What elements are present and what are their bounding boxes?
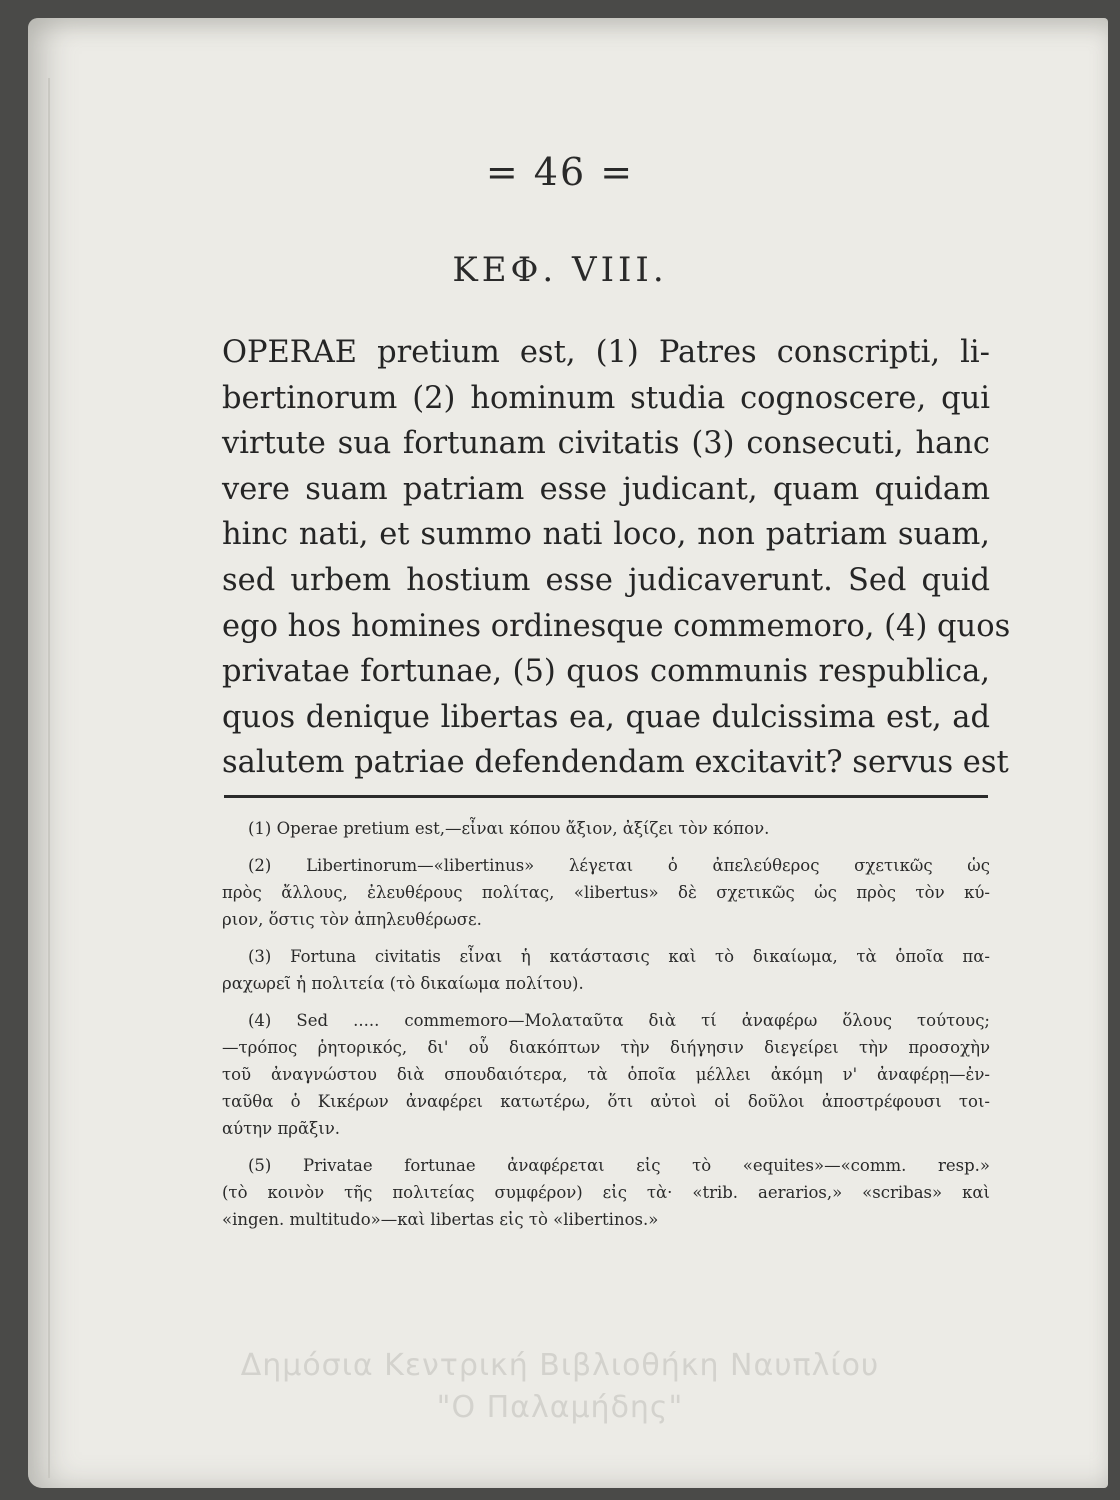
footnote-line: πρὸς ἄλλους, ἐλευθέρους πολίτας, «libertus» δὲ σχετικῶς ὡς πρὸς τὸν κύ- [222, 883, 990, 902]
footnote-1 [222, 815, 990, 842]
footnote-line: —τρόπος ῥητορικός, δι' οὗ διακόπτων τὴν διήγησιν διεγείρει τὴν προσοχὴν [222, 1038, 990, 1057]
chapter-heading: ΚΕΦ. VIII. [452, 250, 668, 290]
footnote-2 [222, 852, 990, 933]
watermark-line-2: "Ο Παλαμήδης" [436, 1390, 684, 1425]
footnote-line: (4) Sed ..... commemoro—Μολαταῦτα διὰ τί ἀναφέρω ὅλους τούτους; [248, 1011, 990, 1030]
footnote-line: (1) Operae pretium est,—εἶναι κόπου ἄξιον, ἀξίζει τὸν κόπον. [248, 819, 770, 838]
footnote-line: ραχωρεῖ ἡ πολιτεία (τὸ δικαίωμα πολίτου). [222, 974, 584, 993]
footnote-line: ταῦθα ὁ Κικέρων ἀναφέρει κατωτέρω, ὅτι αὐτοὶ οἱ δοῦλοι ἀποστρέφουσι τοι- [222, 1092, 990, 1111]
page-number: = 46 = [485, 150, 635, 194]
footnote-4 [222, 1007, 990, 1142]
footnote-line: (τὸ κοινὸν τῆς πολιτείας συμφέρον) εἰς τὰ· «trib. aerarios,» «scribas» καὶ [222, 1183, 990, 1202]
body-line: hinc nati, et summo nati loco, non patriam suam, [222, 517, 990, 553]
watermark-line-1: Δημόσια Κεντρική Βιβλιοθήκη Ναυπλίου [240, 1348, 880, 1383]
footnote-line: (2) Libertinorum—«libertinus» λέγεται ὁ ἀπελεύθερος σχετικῶς ὡς [248, 856, 990, 875]
footnote-line: (3) Fortuna civitatis εἶναι ἡ κατάστασις καὶ τὸ δικαίωμα, τὰ ὁποῖα πα- [248, 947, 990, 966]
body-line: quos denique libertas ea, quae dulcissima est, ad [222, 699, 990, 735]
body-line: bertinorum (2) hominum studia cognoscere, qui [222, 380, 990, 416]
body-line: ego hos homines ordinesque commemoro, (4) quos [222, 608, 1011, 644]
body-line: privatae fortunae, (5) quos communis respublica, [222, 654, 990, 690]
footnotes [222, 815, 990, 1243]
footnote-line: «ingen. multitudo»—καὶ libertas εἰς τὸ «libertinos.» [222, 1210, 659, 1229]
footnote-divider [224, 795, 988, 798]
footnote-line: (5) Privatae fortunae ἀναφέρεται εἰς τὸ «equites»—«comm. resp.» [248, 1156, 990, 1175]
body-line: OPERAE pretium est, (1) Patres conscripti, li- [222, 335, 990, 370]
footnote-line: τοῦ ἀναγνώστου διὰ σπουδαιότερα, τὰ ὁποῖα μέλλει ἀκόμη ν' ἀναφέρῃ—ἐν- [222, 1065, 990, 1084]
body-line: salutem patriae defendendam excitavit? servus est [222, 745, 1009, 781]
footnote-line: ριον, ὅστις τὸν ἀπηλευθέρωσε. [222, 910, 482, 929]
body-line: sed urbem hostium esse judicaverunt. Sed quid [222, 562, 990, 598]
footnote-3 [222, 943, 990, 997]
footnote-5 [222, 1152, 990, 1233]
body-text [222, 330, 1011, 786]
footnote-line: αύτην πρᾶξιν. [222, 1119, 340, 1138]
body-line: virtute sua fortunam civitatis (3) consecuti, hanc [222, 426, 990, 462]
body-line: vere suam patriam esse judicant, quam quidam [222, 471, 990, 507]
library-watermark [0, 1345, 1120, 1429]
